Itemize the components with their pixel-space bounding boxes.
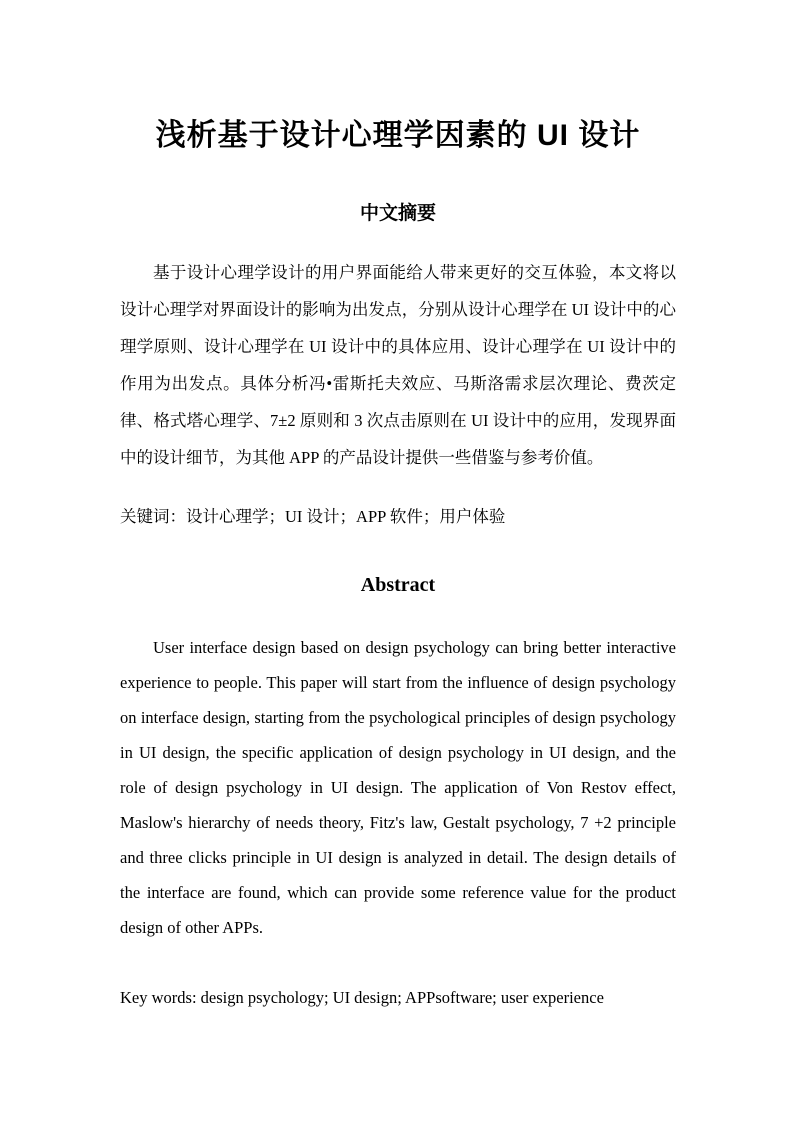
chinese-keywords-line: 关键词：设计心理学；UI 设计；APP 软件；用户体验 xyxy=(120,507,506,526)
chinese-abstract-heading: 中文摘要 xyxy=(359,203,436,224)
document-title: 浅析基于设计心理学因素的 UI 设计 xyxy=(155,119,641,152)
english-abstract-paragraph: User interface design based on design psychology can bring better interactive experience to people. This paper will start from the influence of design psychology on interface design, starting from the psychological principles of design psychology in UI design, the specific application of design psychology in UI design, and the role of design psychology in UI design. The application of Von Restov effect, Maslow's hierarchy of needs theory, Fitz's law, Gestalt psychology, 7 +2 principle and three clicks principle in UI design is analyzed in detail. The design details of the interface are found, which can provide some reference value for the product design of other APPs. xyxy=(120,638,676,937)
english-abstract-heading: Abstract xyxy=(360,574,436,596)
chinese-abstract-paragraph: 基于设计心理学设计的用户界面能给人带来更好的交互体验，本文将以设计心理学对界面设计的影响为出发点，分别从设计心理学在 UI 设计中的心理学原则、设计心理学在 UI 设计中的具体应用、设计心理学在 UI 设计中的作用为出发点。具体分析冯•雷斯托夫效应、马斯洛需求层次理论、费茨定律、格式塔心理学、7±2 原则和 3 次点击原则在 UI 设计中的应用，发现界面中的设计细节，为其他 APP 的产品设计提供一些借鉴与参考价值。 xyxy=(120,263,676,467)
english-keywords-line: Key words: design psychology; UI design; APPsoftware; user experience xyxy=(120,988,604,1007)
